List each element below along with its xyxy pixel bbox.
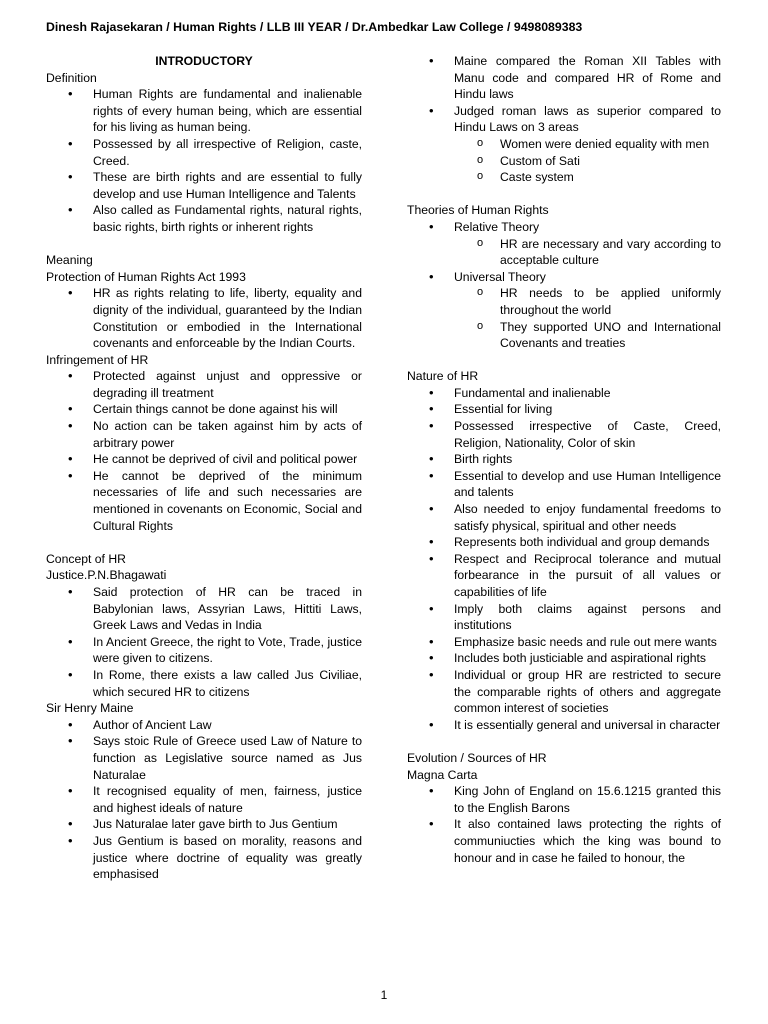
- left-column: [46, 53, 362, 883]
- nature-heading: Nature of HR: [407, 369, 479, 384]
- list-item: • Author of Ancient Law: [46, 717, 362, 734]
- sub-list-item: o HR are necessary and vary according to acceptable culture: [407, 236, 721, 269]
- list-item: • Emphasize basic needs and rule out mere wants: [407, 634, 721, 651]
- list-item: • It is essentially general and universal in character: [407, 717, 721, 734]
- concept-heading: Concept of HR: [46, 551, 126, 566]
- list-item: • Judged roman laws as superior compared to Hindu Laws on 3 areas: [407, 103, 721, 136]
- theories-heading: Theories of Human Rights: [407, 203, 549, 218]
- list-item: • Possessed by all irrespective of Religion, caste, Creed.: [46, 136, 362, 169]
- list-item: • Essential to develop and use Human Intelligence and talents: [407, 468, 721, 501]
- list-item: • It also contained laws protecting the rights of communiucties which the king was bound to honour and in case he failed to honour, the: [407, 816, 721, 866]
- concept-subheading: Justice.P.N.Bhagawati: [46, 568, 167, 583]
- right-column: [407, 53, 721, 866]
- list-item: • Certain things cannot be done against his will: [46, 401, 362, 418]
- list-item: • King John of England on 15.6.1215 granted this to the English Barons: [407, 783, 721, 816]
- sub-list-item: o Custom of Sati: [407, 153, 721, 170]
- list-item: • These are birth rights and are essential to fully develop and use Human Intelligence and Talents: [46, 169, 362, 202]
- list-item: • Maine compared the Roman XII Tables with Manu code and compared HR of Rome and Hindu laws: [407, 53, 721, 103]
- list-item: • Essential for living: [407, 401, 721, 418]
- list-item: • Universal Theory: [407, 269, 721, 286]
- sub-list-item: o Caste system: [407, 169, 721, 186]
- list-item: • Individual or group HR are restricted to secure the comparable rights of others and aggregate common interest of societies: [407, 667, 721, 717]
- concept-list: [46, 584, 362, 700]
- maine-list: [46, 717, 362, 883]
- page-number: 1: [380, 988, 388, 1002]
- evolution-subheading: Magna Carta: [407, 767, 478, 782]
- theories-list: [407, 219, 721, 352]
- maine-cont-list: [407, 53, 721, 186]
- sub-list-item: o They supported UNO and International Covenants and treaties: [407, 319, 721, 352]
- list-item: • It recognised equality of men, fairness, justice and highest ideals of nature: [46, 783, 362, 816]
- list-item: • Possessed irrespective of Caste, Creed, Religion, Nationality, Color of skin: [407, 418, 721, 451]
- meaning-subheading: Protection of Human Rights Act 1993: [46, 269, 246, 284]
- list-item: • Represents both individual and group demands: [407, 534, 721, 551]
- list-item: • Also called as Fundamental rights, natural rights, basic rights, birth rights or inherent rights: [46, 202, 362, 235]
- infringement-list: [46, 368, 362, 534]
- list-item: • He cannot be deprived of civil and political power: [46, 451, 362, 468]
- maine-heading: Sir Henry Maine: [46, 701, 134, 716]
- list-item: • Birth rights: [407, 451, 721, 468]
- definition-list: [46, 86, 362, 235]
- infringement-heading: Infringement of HR: [46, 352, 149, 367]
- meaning-heading: Meaning: [46, 253, 93, 268]
- list-item: • Imply both claims against persons and institutions: [407, 601, 721, 634]
- meaning-list: [46, 285, 362, 351]
- list-item: • Includes both justiciable and aspirational rights: [407, 650, 721, 667]
- list-item: • Also needed to enjoy fundamental freedoms to satisfy physical, spiritual and other needs: [407, 501, 721, 534]
- nature-list: [407, 385, 721, 733]
- sub-list-item: o HR needs to be applied uniformly throughout the world: [407, 285, 721, 318]
- list-item: • He cannot be deprived of the minimum necessaries of life and such necessaries are mentioned in covenants on Economic, Social and Cultural Rights: [46, 468, 362, 534]
- list-item: • Says stoic Rule of Greece used Law of Nature to function as Legislative source named as Jus Naturalae: [46, 733, 362, 783]
- list-item: • No action can be taken against him by acts of arbitrary power: [46, 418, 362, 451]
- list-item: • In Ancient Greece, the right to Vote, Trade, justice were given to citizens.: [46, 634, 362, 667]
- list-item: • HR as rights relating to life, liberty, equality and dignity of the individual, guaranteed by the Indian Constitution or embodied in the International covenants and enforceable by the Indian Courts.: [46, 285, 362, 351]
- list-item: • Human Rights are fundamental and inalienable rights of every human being, which are essential for his living as human being.: [46, 86, 362, 136]
- evolution-heading: Evolution / Sources of HR: [407, 750, 547, 765]
- list-item: • Jus Naturalae later gave birth to Jus Gentium: [46, 816, 362, 833]
- list-item: • Fundamental and inalienable: [407, 385, 721, 402]
- definition-heading: Definition: [46, 70, 97, 85]
- list-item: • Relative Theory: [407, 219, 721, 236]
- evolution-list: [407, 783, 721, 866]
- section-title: INTRODUCTORY: [155, 54, 253, 68]
- page-header: Dinesh Rajasekaran / Human Rights / LLB III YEAR / Dr.Ambedkar Law College / 9498089383: [46, 20, 583, 34]
- list-item: • In Rome, there exists a law called Jus Civiliae, which secured HR to citizens: [46, 667, 362, 700]
- list-item: • Protected against unjust and oppressive or degrading ill treatment: [46, 368, 362, 401]
- list-item: • Said protection of HR can be traced in Babylonian laws, Assyrian Laws, Hittiti Laws, Greek Laws and Vedas in India: [46, 584, 362, 634]
- list-item: • Respect and Reciprocal tolerance and mutual forbearance in the pursuit of all values or capabilities of life: [407, 551, 721, 601]
- list-item: • Jus Gentium is based on morality, reasons and justice where doctrine of equality was greatly emphasised: [46, 833, 362, 883]
- sub-list-item: o Women were denied equality with men: [407, 136, 721, 153]
